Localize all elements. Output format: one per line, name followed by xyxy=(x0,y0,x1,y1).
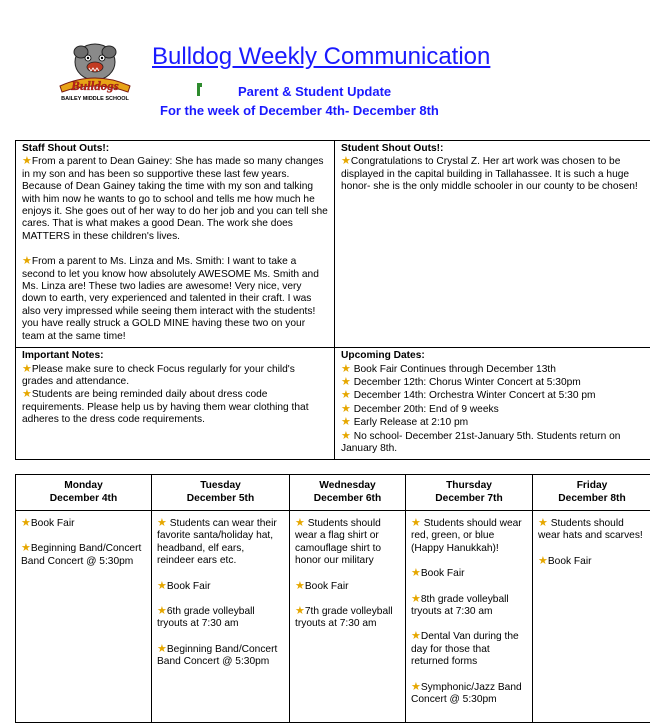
schedule-entry: ★Symphonic/Jazz Band Concert @ 5:30pm xyxy=(411,681,527,707)
staff-shout-outs xyxy=(16,141,335,348)
star-icon: ★ xyxy=(341,389,351,401)
dates-item: ★ Book Fair Continues through December 13th xyxy=(341,363,644,376)
page-title[interactable]: Bulldog Weekly Communication xyxy=(152,43,490,71)
day-cell-friday xyxy=(533,511,650,723)
bulldogs-logo xyxy=(56,40,134,102)
star-icon: ★ xyxy=(341,430,351,442)
star-icon: ★ xyxy=(341,363,351,375)
star-icon: ★ xyxy=(341,376,351,388)
star-icon: ★ xyxy=(157,643,167,655)
logo-subtext: BAILEY MIDDLE SCHOOL xyxy=(61,96,129,102)
notes-item: ★Students are being reminded daily about dress code requirements. Please help us by having them wear clothing that adheres to the dress code requirements. xyxy=(22,388,328,426)
schedule-entry: ★ Students should wear a flag shirt or camouflage shirt to honor our military xyxy=(295,517,400,568)
schedule-entry: ★6th grade volleyball tryouts at 7:30 am xyxy=(157,605,284,631)
notes-item: ★Please make sure to check Focus regularly for your child's grades and attendance. xyxy=(22,363,328,389)
star-icon: ★ xyxy=(411,517,421,529)
staff-heading: Staff Shout Outs!: xyxy=(22,143,328,155)
logo-text: Bulldogs xyxy=(70,78,119,93)
staff-item: ★From a parent to Dean Gainey: She has made so many changes in my son and has been so supportive these last few years. Because of Dean Gainey taking the time with my son and talking with him now he wants to go to school and tells me how much he enjoys it. She goes out of her way to do her job and you can tell she cares. That is what makes a good Dean. The work she does MATTERS in these children's lives. xyxy=(22,155,328,243)
schedule-entry: ★ Students should wear red, green, or blue (Happy Hanukkah)! xyxy=(411,517,527,555)
schedule-entry: ★Dental Van during the day for those that returned forms xyxy=(411,630,527,668)
schedule-entry: ★Book Fair xyxy=(411,567,527,580)
dates-item: ★ No school- December 21st-January 5th. Students return on January 8th. xyxy=(341,430,644,456)
dates-item: ★ December 14th: Orchestra Winter Concert at 5:30 pm xyxy=(341,389,644,402)
day-header-monday: Monday December 4th xyxy=(16,475,152,511)
dates-item: ★ December 12th: Chorus Winter Concert at 5:30pm xyxy=(341,376,644,389)
day-header-tuesday: Tuesday December 5th xyxy=(152,475,290,511)
student-shout-outs xyxy=(335,141,650,348)
star-icon: ★ xyxy=(295,605,305,617)
star-icon: ★ xyxy=(157,517,167,529)
star-icon: ★ xyxy=(411,630,421,642)
day-header-thursday: Thursday December 7th xyxy=(406,475,533,511)
schedule-entry: ★7th grade volleyball tryouts at 7:30 am xyxy=(295,605,400,631)
dates-item: ★ Early Release at 2:10 pm xyxy=(341,416,644,429)
star-icon: ★ xyxy=(22,255,32,267)
star-icon: ★ xyxy=(411,681,421,693)
star-icon: ★ xyxy=(341,155,351,167)
staff-item: ★From a parent to Ms. Linza and Ms. Smith: I want to take a second to let you know how absolutely AWESOME Ms. Smith and Ms. Linza are! These two ladies are awesome! Very nice, very down to earth, very experienced and talented in their craft. I was also very impressed while seeing them interact with the students! you have really struck a GOLD MINE having these two on your team at the same time! xyxy=(22,255,328,343)
important-notes xyxy=(16,348,335,460)
star-icon: ★ xyxy=(21,517,31,529)
upcoming-dates xyxy=(335,348,650,460)
star-icon: ★ xyxy=(411,593,421,605)
day-header-friday: Friday December 8th xyxy=(533,475,650,511)
schedule-entry: ★Beginning Band/Concert Band Concert @ 5:30pm xyxy=(157,643,284,669)
star-icon: ★ xyxy=(22,363,32,375)
schedule-entry: ★Book Fair xyxy=(538,555,646,568)
star-icon: ★ xyxy=(411,567,421,579)
dates-item: ★ December 20th: End of 9 weeks xyxy=(341,403,644,416)
page-subtitle: Parent & Student Update xyxy=(238,84,391,99)
dates-heading: Upcoming Dates: xyxy=(341,350,644,362)
student-heading: Student Shout Outs!: xyxy=(341,143,644,155)
schedule-entry: ★Book Fair xyxy=(295,580,400,593)
day-cell-thursday xyxy=(406,511,533,723)
star-icon: ★ xyxy=(295,580,305,592)
star-icon: ★ xyxy=(538,555,548,567)
info-table xyxy=(15,140,650,460)
schedule-entry: ★ Students should wear hats and scarves! xyxy=(538,517,646,543)
star-icon: ★ xyxy=(341,416,351,428)
schedule-entry: ★ Students can wear their favorite santa/holiday hat, headband, elf ears, reindeer ears etc. xyxy=(157,517,284,568)
schedule-entry: ★8th grade volleyball tryouts at 7:30 am xyxy=(411,593,527,619)
notes-heading: Important Notes: xyxy=(22,350,328,362)
day-cell-wednesday xyxy=(290,511,406,723)
weekly-schedule-table xyxy=(15,474,650,723)
star-icon: ★ xyxy=(157,580,167,592)
star-icon: ★ xyxy=(157,605,167,617)
star-icon: ★ xyxy=(22,388,32,400)
day-header-wednesday: Wednesday December 6th xyxy=(290,475,406,511)
star-icon: ★ xyxy=(295,517,305,529)
schedule-entry: ★Beginning Band/Concert Band Concert @ 5:30pm xyxy=(21,542,146,568)
schedule-entry: ★Book Fair xyxy=(157,580,284,593)
flag-icon xyxy=(197,83,200,96)
star-icon: ★ xyxy=(22,155,32,167)
day-cell-tuesday xyxy=(152,511,290,723)
star-icon: ★ xyxy=(341,403,351,415)
student-item: ★Congratulations to Crystal Z. Her art work was chosen to be displayed in the capital building in Tallahassee. It is such a huge honor- she is the only middle schooler in our county to be chosen! xyxy=(341,155,644,193)
star-icon: ★ xyxy=(538,517,548,529)
week-range: For the week of December 4th- December 8th xyxy=(160,103,439,118)
schedule-entry: ★Book Fair xyxy=(21,517,146,530)
day-cell-monday xyxy=(16,511,152,723)
star-icon: ★ xyxy=(21,542,31,554)
